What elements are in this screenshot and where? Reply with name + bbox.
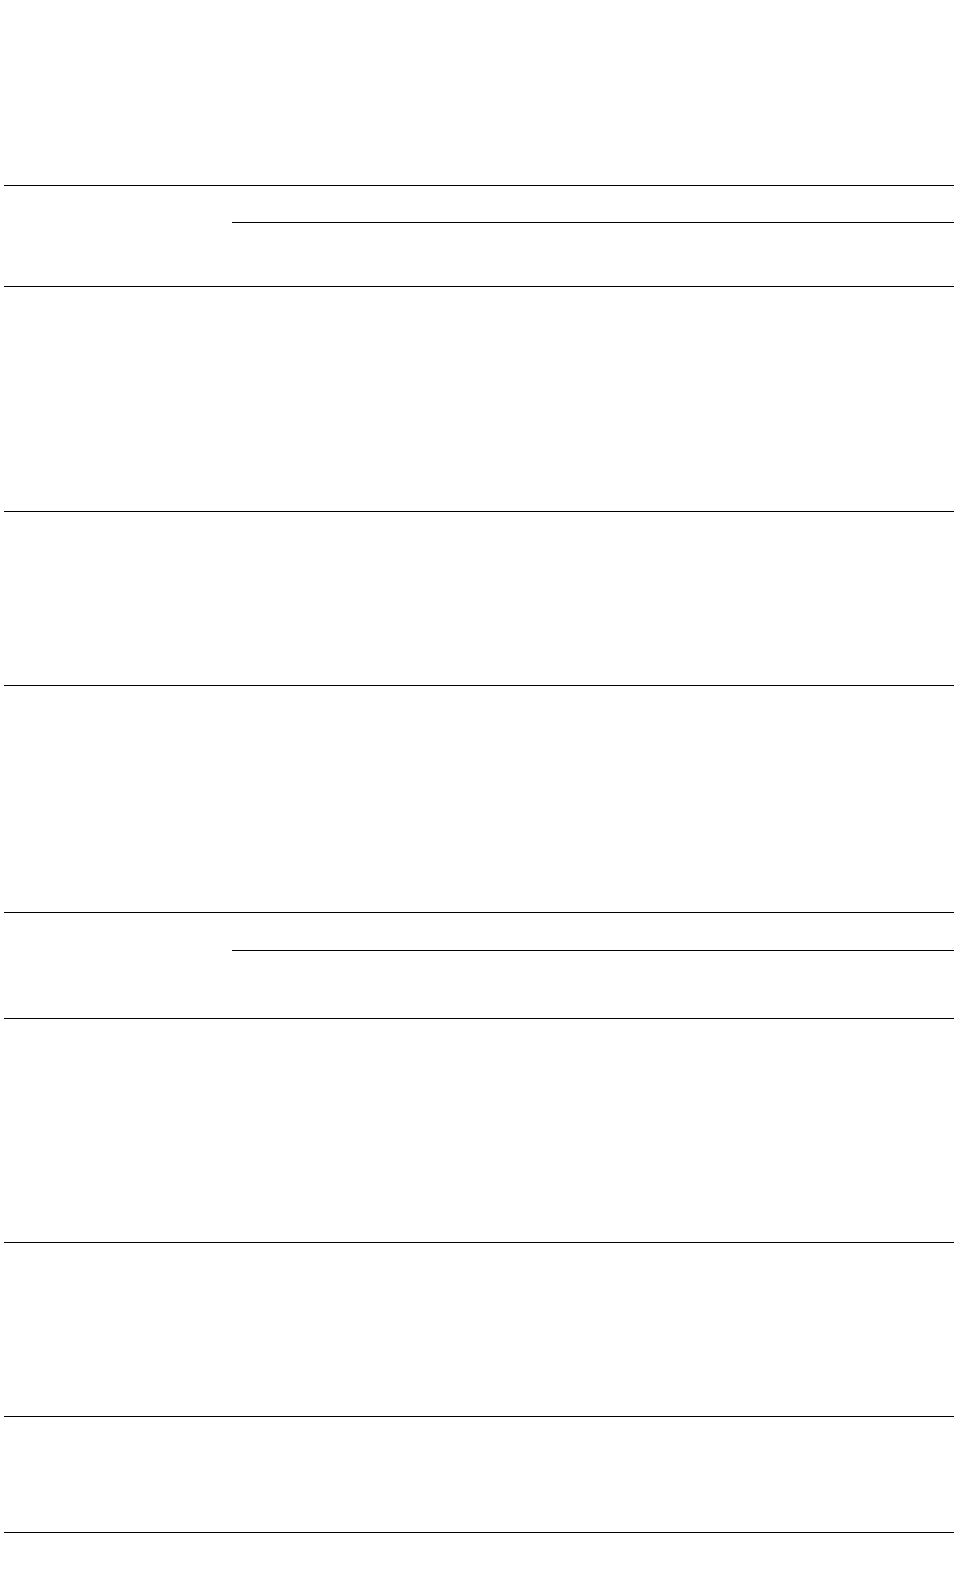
table4-bottom-rule bbox=[4, 1416, 954, 1417]
table4-mid-rule bbox=[4, 1242, 954, 1243]
table3-mid-rule bbox=[4, 511, 954, 512]
footer-rule bbox=[4, 1532, 954, 1533]
table4-top-rule bbox=[4, 912, 954, 913]
table3-top-rule bbox=[4, 185, 954, 186]
table3-group-rule bbox=[232, 222, 954, 223]
table4-group-rule bbox=[232, 950, 954, 951]
table4-header-rule bbox=[4, 1018, 954, 1019]
table3-bottom-rule bbox=[4, 685, 954, 686]
table3-header-rule bbox=[4, 286, 954, 287]
